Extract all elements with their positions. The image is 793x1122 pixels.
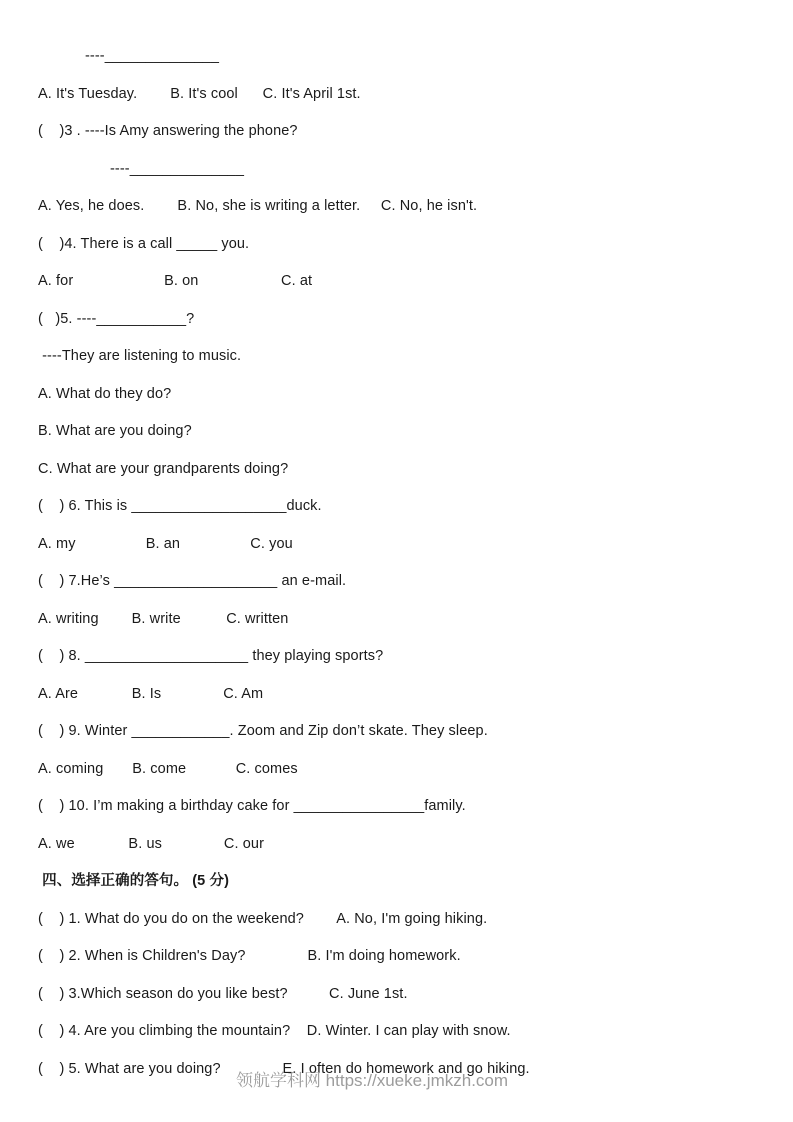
section-heading: 四、选择正确的答句。 (5 分) xyxy=(38,873,230,889)
text-line: ( ) 6. This is ___________________duck. xyxy=(38,498,322,514)
text-line: A. Yes, he does. B. No, she is writing a letter. C. No, he isn't. xyxy=(38,198,478,214)
text-line: A. Are B. Is C. Am xyxy=(38,685,264,702)
text-line: ( ) 4. Are you climbing the mountain? D. Winter. I can play with snow. xyxy=(38,1023,511,1039)
watermark: 领航学科网 https://xueke.jmkzh.com xyxy=(235,1071,509,1090)
text-line: ( ) 10. I’m making a birthday cake for ________________family. xyxy=(38,798,466,814)
text-line: A. my B. an C. you xyxy=(38,535,293,552)
text-line: ( )5. ----___________? xyxy=(38,310,195,327)
exam-body xyxy=(38,38,777,1088)
text-line: C. What are your grandparents doing? xyxy=(38,460,289,477)
text-line: ( ) 1. What do you do on the weekend? A. No, I'm going hiking. xyxy=(38,910,488,927)
text-line: A. What do they do? xyxy=(38,385,172,402)
text-line: ----______________ xyxy=(85,48,220,64)
text-line: A. writing B. write C. written xyxy=(38,610,289,627)
text-line: ( ) 2. When is Children's Day? B. I'm doing homework. xyxy=(38,948,461,964)
text-line: A. It's Tuesday. B. It's cool C. It's April 1st. xyxy=(38,85,361,102)
text-line: ( ) 9. Winter ____________. Zoom and Zip don’t skate. They sleep. xyxy=(38,723,488,739)
text-line: A. coming B. come C. comes xyxy=(38,760,298,777)
text-line: A. for B. on C. at xyxy=(38,273,313,289)
text-line: ----______________ xyxy=(110,160,245,177)
text-line: ( )3 . ----Is Amy answering the phone? xyxy=(38,123,298,139)
text-line: A. we B. us C. our xyxy=(38,835,264,852)
text-line: B. What are you doing? xyxy=(38,423,192,439)
text-line: ( ) 7.He’s ____________________ an e-mail. xyxy=(38,573,347,589)
text-line: ( )4. There is a call _____ you. xyxy=(38,235,250,252)
text-line: ( ) 5. What are you doing? E. I often do homework and go hiking. xyxy=(38,1060,530,1077)
text-line: ----They are listening to music. xyxy=(38,348,242,364)
text-line: ( ) 8. ____________________ they playing sports? xyxy=(38,648,384,664)
text-line: ( ) 3.Which season do you like best? C. June 1st. xyxy=(38,985,408,1002)
